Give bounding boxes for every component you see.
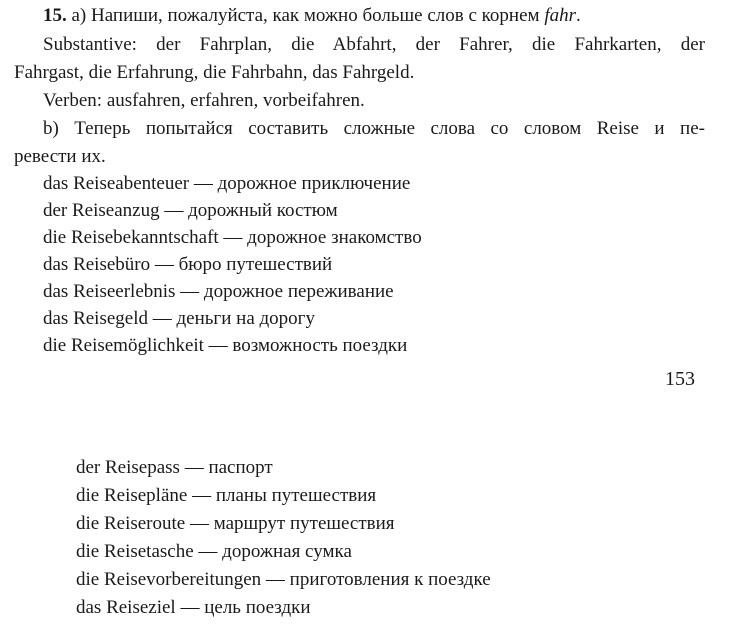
word-entry: die Reisetasche — дорожная сумка — [76, 541, 352, 562]
word-entry: die Reisemöglichkeit — возможность поездки — [43, 335, 408, 356]
task-root-word: fahr — [544, 5, 576, 26]
word-entry: die Reisebekanntschaft — дорожное знакомство — [43, 227, 422, 248]
word-entry: das Reiseziel — цель поездки — [76, 597, 311, 618]
word-entry: das Reiseerlebnis — дорожное переживание — [43, 281, 394, 302]
part-b-line-1: b) Теперь попытайся составить сложные слова со словом Reise и пе- — [43, 118, 705, 139]
substantive-line-1: Substantive: der Fahrplan, die Abfahrt, der Fahrer, die Fahrkarten, der — [43, 34, 705, 55]
word-entry: die Reiseroute — маршрут путешествия — [76, 513, 395, 534]
word-entry: der Reisepass — паспорт — [76, 457, 273, 478]
task-part-a-text: a) Напиши, пожалуйста, как можно больше слов с корнем — [71, 5, 540, 26]
page-number: 153 — [665, 368, 695, 390]
word-entry: das Reiseabenteuer — дорожное приключение — [43, 173, 411, 194]
part-b-line-2: ревести их. — [14, 146, 106, 167]
task-number: 15. — [43, 5, 67, 26]
word-entry: das Reisebüro — бюро путешествий — [43, 254, 333, 275]
word-entry: die Reisepläne — планы путешествия — [76, 485, 377, 506]
task-heading — [43, 4, 581, 28]
verben-line: Verben: ausfahren, erfahren, vorbeifahren. — [43, 90, 365, 111]
substantive-line-2: Fahrgast, die Erfahrung, die Fahrbahn, das Fahrgeld. — [14, 62, 415, 83]
task-part-a-end: . — [576, 5, 581, 26]
word-entry: die Reisevorbereitungen — приготовления к поездке — [76, 569, 491, 590]
word-entry: der Reiseanzug — дорожный костюм — [43, 200, 338, 221]
word-entry: das Reisegeld — деньги на дорогу — [43, 308, 315, 329]
